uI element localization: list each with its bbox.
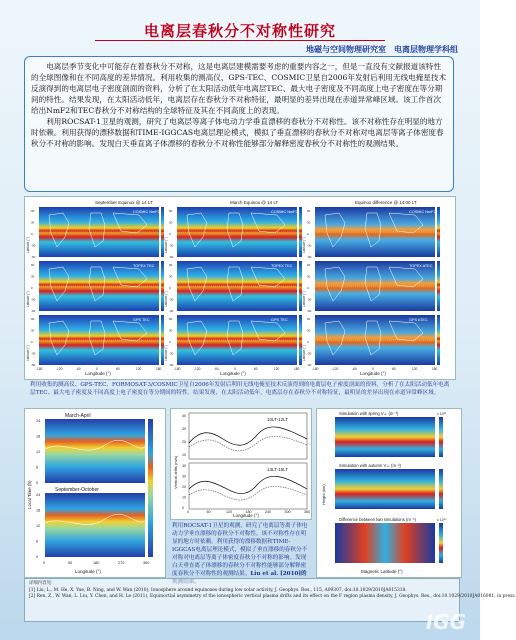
fig3-ylabel: Vertical drifts (m/s) [173, 455, 178, 489]
figure3-caption [172, 522, 310, 586]
fig1-col-title: September Equinox @ 14 LT [95, 200, 153, 205]
fig1-ytick: -60 [31, 363, 36, 367]
title-divider [95, 40, 385, 41]
fig1-ytick: -30 [307, 297, 312, 302]
fig1-ytick: 30 [307, 274, 311, 279]
fig4-title: Difference between two simulations (m⁻³) [339, 517, 416, 522]
fig1-ytick: -60 [307, 255, 312, 259]
fig2-ytick: 6 [36, 539, 39, 544]
fig1-ylabel: Latitude (°) [302, 291, 306, 307]
reference-item: [1] Liu, L., M. He, X. Yue, B. Ning, and W. Wan (2010), Ionosphere around equinoxes during low solar activity, J. Geophys. Res., 115, A09307, doi:10.1029/2010JA015318. [29, 587, 407, 593]
fig1-row-label: TOPEX ATEC [409, 264, 433, 268]
fig1-xtick: -60 [214, 367, 219, 371]
affiliation: 地磁与空间物理研究室 电离层物理学科组 [306, 44, 458, 54]
fig1-xtick: -180 [312, 367, 319, 371]
fig2-bottom-title: September-October [55, 487, 99, 493]
figure4-svg [317, 409, 461, 577]
fig1-ytick: 0 [31, 232, 33, 236]
fig2-xtick: 90 [68, 561, 73, 565]
fig1-xlabel: Longitude (°) [85, 371, 111, 376]
fig2-xtick: 360 [143, 561, 150, 565]
fig3-ytick: 20 [182, 485, 186, 489]
fig4-ylabel: Height (km) [321, 484, 326, 505]
fig1-ylabel: Latitude (°) [164, 345, 168, 361]
fig1-ytick: 30 [169, 328, 173, 333]
fig3-ytick: 10 [182, 495, 186, 500]
fig1-ytick: -30 [169, 351, 174, 356]
reference-item: [2] Ren, Z., W. Wan, L. Liu, Y. Chen, and H. Le (2011), Equinoctial asymmetry of the ionospheric vertical plasma drifts and its effect on the F region plasma density, J. Geophys. Res., doi:10.1029/2010JA016081, in press. [29, 594, 516, 599]
fig4-scale: x 10¹⁰ [437, 518, 447, 522]
fig1-ytick: 60 [31, 263, 35, 267]
fig1-xtick: -180 [36, 367, 43, 371]
fig1-xtick: -60 [76, 367, 81, 371]
fig4-colorbar [439, 523, 443, 563]
fig1-xlabel: Longitude (°) [220, 371, 246, 376]
fig2-ytick: 12 [36, 524, 41, 528]
fig1-ytick: 30 [307, 328, 311, 333]
fig1-ytick: -60 [307, 363, 312, 367]
fig1-row-label: GPS TEC [271, 318, 288, 322]
fig4-title: Simulation with autumn V⊥ (m⁻³) [339, 463, 401, 468]
fig1-colorbar [437, 261, 440, 311]
fig1-ytick: 0 [307, 286, 309, 290]
fig2-ytick: 0 [36, 555, 39, 559]
fig1-ytick: -60 [169, 363, 174, 367]
fig1-col-title: March Equinox @ 14 LT [230, 200, 279, 205]
fig1-ytick: 30 [31, 274, 35, 279]
figure1-global-maps [24, 196, 456, 380]
fig2-xtick: 0 [43, 561, 46, 565]
fig1-row-label: GPS ATEC [409, 318, 428, 322]
fig1-ytick: 30 [31, 328, 35, 333]
fig3-ytick: 40 [182, 464, 186, 468]
fig1-ylabel: Latitude (°) [26, 345, 30, 361]
fig1-xtick: -60 [352, 367, 357, 371]
fig1-ytick: 0 [307, 232, 309, 236]
fig1-ylabel: Latitude (°) [26, 237, 30, 253]
fig1-ytick: -30 [31, 297, 36, 302]
fig4-title: Simulation with spring V⊥ (m⁻³) [339, 411, 399, 416]
figure3-svg [171, 409, 311, 519]
fig3-xtick: 60 [206, 510, 211, 514]
fig3-ytick: 20 [182, 440, 186, 444]
figure2-svg [25, 409, 165, 577]
fig1-ylabel: Latitude (°) [26, 291, 30, 307]
figure4-simulations [316, 408, 462, 578]
fig2-ytick: 6 [36, 465, 39, 470]
fig1-xtick: 180 [294, 367, 300, 371]
figure3-caption-text: 利用ROCSAT-1卫星的观测，研究了电离层等离子体电动力学垂直漂移的春秋分不对称性。该不对称性存在明显的地方时依赖。利用获得的漂移数据和TIME-IGGCAS电离层理论模式，模拟了垂直漂移的春秋分不对称对电离层等离子体密度春秋分不对称的影响。发现白天垂直离子体漂移的春秋分不对称性能够部分解释密度春秋分不对称性的观测结果。 [172, 523, 308, 577]
fig3-ytick: 40 [182, 414, 186, 418]
fig4-sim-diff [335, 523, 435, 563]
abstract-paragraph: 电离层季节变化中可能存在着春秋分不对称，这是电离层建模需要考虑的重要内容之一，但是一直没有文献报道该特性的全球图像和在不同高度的差异情况。利用收集的测高仪、GPS-TEC、COSMIC卫星自2006年发射后利用无线电掩星技术反演得到的电离层电子密度剖面的资料，分析了在太阳活动低年电离层TEC、最大电子密度及不同高度上电子密度在等分期间的特性。结果发现，在太阳活动低年，电离层存在春秋分不对称特征，最明显的差异出现在赤道异常峰区域。该工作首次给出NmF2和TEC春秋分不对称结构的全球特征及其在不同高度上的表现。 [31, 62, 447, 115]
fig4-sim-spring [335, 417, 435, 457]
fig2-colorbar [148, 419, 153, 557]
fig3-bottom-frame [189, 463, 307, 509]
fig2-ytick: 0 [36, 481, 39, 485]
fig1-colorbar [437, 315, 440, 365]
fig1-xlabel: Longitude (°) [360, 371, 386, 376]
fig3-xlabel: Longitude (°) [233, 513, 259, 518]
fig1-xtick: 120 [412, 367, 418, 371]
fig3-ytick: 30 [182, 427, 186, 431]
fig1-ytick: 30 [307, 220, 311, 225]
fig1-xtick: -120 [56, 367, 63, 371]
fig1-ytick: -30 [31, 351, 36, 356]
fig1-col-title: Equinox difference @ 14:00 LT [355, 200, 417, 205]
fig3-xtick: 240 [265, 510, 271, 514]
fig3-ytick: 0 [182, 506, 184, 510]
fig3-tick-group [182, 414, 310, 514]
fig1-ytick: 60 [307, 209, 311, 213]
fig3-curve-autumn [189, 486, 307, 500]
fig1-xtick: 180 [432, 367, 438, 371]
fig4-scale: x 10¹¹ [437, 412, 447, 416]
fig1-ytick: 60 [307, 317, 311, 321]
fig2-ytick: 18 [36, 434, 41, 439]
figure3-drift-curves [170, 408, 312, 520]
figure2-drift-maps [24, 408, 166, 578]
fig2-bottom-map [45, 493, 145, 557]
fig1-xtick: -120 [194, 367, 201, 371]
fig1-ytick: -30 [307, 351, 312, 356]
fig1-ytick: 60 [169, 317, 173, 321]
fig1-xtick: 120 [136, 367, 142, 371]
fig3-xtick: 0 [187, 510, 189, 514]
fig2-xlabel: Longitude (°) [75, 569, 101, 574]
fig3-label-bottom: 13LT-15LT [267, 467, 289, 472]
fig1-row-label: TOPEX TEC [271, 264, 293, 268]
institute-logo: IGG [425, 610, 466, 634]
fig1-row-label: COSMIC NmF2 [409, 210, 436, 214]
fig3-ytick: 10 [182, 453, 186, 457]
fig1-xtick: 120 [274, 367, 280, 371]
fig1-xtick: 60 [254, 367, 258, 371]
fig1-ytick: -60 [169, 309, 174, 313]
fig1-ytick: 0 [307, 340, 309, 344]
fig4-colorbar [439, 417, 443, 457]
fig1-xtick: 0 [96, 367, 98, 371]
fig1-xtick: 60 [392, 367, 396, 371]
figure1-svg [25, 197, 455, 379]
fig1-ylabel: Latitude (°) [302, 237, 306, 253]
fig3-xtick: 360 [304, 510, 310, 514]
fig1-ylabel: Latitude (°) [164, 291, 168, 307]
fig1-ytick: -60 [307, 309, 312, 313]
fig1-ytick: 60 [31, 317, 35, 321]
fig2-xtick: 270 [118, 561, 125, 565]
fig1-ylabel: Latitude (°) [302, 345, 306, 361]
abstract-paragraph: 利用ROCSAT-1卫星的观测，研究了电离层等离子体电动力学垂直漂移的春秋分不对称性。该不对称性存在明显的地方时依赖。利用获得的漂移数据和TIME-IGGCAS电离层理论模式，模拟了垂直漂移的春秋分不对称对电离层等离子体密度春秋分不对称的影响。发现白天垂直离子体漂移的春秋分不对称性能够部分解释密度春秋分不对称性的观测结果。 [31, 117, 444, 148]
fig1-ytick: 60 [169, 209, 173, 213]
fig1-ytick: -60 [169, 255, 174, 259]
figure3-citation: Liu et al. [2010]的 [250, 571, 307, 577]
abstract-box [24, 56, 454, 192]
fig1-xtick: 0 [234, 367, 236, 371]
poster-title: 电离层春秋分不对称性研究 [143, 22, 336, 40]
fig2-ytick: 24 [36, 419, 41, 423]
fig1-row-label: TOPEX TEC [133, 264, 155, 268]
fig2-top-title: March-April [65, 413, 91, 419]
fig1-ytick: 0 [31, 340, 33, 344]
fig1-row-label: COSMIC NmF2 [133, 210, 160, 214]
fig3-label-top: 10LT-12LT [267, 417, 289, 422]
fig1-ytick: -60 [31, 255, 36, 259]
fig1-ytick: 30 [169, 220, 173, 225]
fig3-top-frame [189, 413, 307, 459]
fig2-ylabel: Local Time (h) [27, 480, 32, 509]
fig1-ytick: 60 [307, 263, 311, 267]
fig1-colorbar [437, 207, 440, 257]
fig1-ytick: 0 [169, 286, 171, 290]
fig1-ytick: 60 [31, 209, 35, 213]
fig1-xtick: -120 [332, 367, 339, 371]
fig1-ytick: -60 [31, 309, 36, 313]
fig2-ytick: 12 [36, 450, 41, 454]
fig1-ytick: -30 [31, 243, 36, 248]
fig1-ytick: 0 [31, 286, 33, 290]
fig1-ylabel: Latitude (°) [164, 237, 168, 253]
fig3-curve-spring [189, 427, 307, 445]
fig3-curve-autumn [189, 436, 307, 450]
fig1-ytick: -30 [169, 243, 174, 248]
fig1-ytick: 30 [31, 220, 35, 225]
fig1-ytick: -30 [307, 243, 312, 248]
fig1-xtick: 0 [372, 367, 374, 371]
fig4-colorbar [439, 469, 443, 509]
fig3-xtick: 120 [226, 510, 232, 514]
fig1-xtick: -180 [174, 367, 181, 371]
fig2-ytick: 24 [36, 493, 41, 497]
figure1-caption: 利用收集的测高仪、GPS-TEC、FORMOSAT-3/COSMIC卫星自2006年发射后利用无线电掩星技术反演得到的电离层电子密度剖面的资料，分析了在太阳活动低年电离层TEC、最大电子密度及不同高度上电子密度在等分期间的特性。结果发现，在太阳活动低年，电离层存在春秋分不对称特征，最明显的差异出现在赤道异常峰区域。 [30, 382, 450, 396]
fig2-xtick: 180 [93, 561, 100, 565]
fig1-ytick: 60 [169, 263, 173, 267]
fig1-ytick: 30 [169, 274, 173, 279]
fig1-ytick: 0 [169, 340, 171, 344]
fig1-ytick: 0 [169, 232, 171, 236]
fig3-ytick: 30 [182, 474, 186, 479]
fig3-curve-spring [189, 476, 307, 493]
fig4-xlabel: Magnetic Latitude (°) [361, 569, 403, 574]
fig1-ytick: -30 [169, 297, 174, 302]
fig1-row-label: COSMIC NmF2 [271, 210, 298, 214]
fig1-xtick: 180 [156, 367, 162, 371]
fig2-ytick: 18 [36, 508, 41, 513]
fig3-xtick: 180 [245, 510, 252, 514]
fig1-row-label: GPS TEC [133, 318, 150, 322]
references-heading: 详细内容见： [29, 581, 56, 586]
fig3-xtick: 300 [284, 510, 291, 514]
fig1-xtick: 60 [116, 367, 120, 371]
fig4-sim-autumn [335, 469, 435, 509]
fig1-map-grid [26, 207, 440, 371]
fig2-top-map [45, 419, 145, 483]
